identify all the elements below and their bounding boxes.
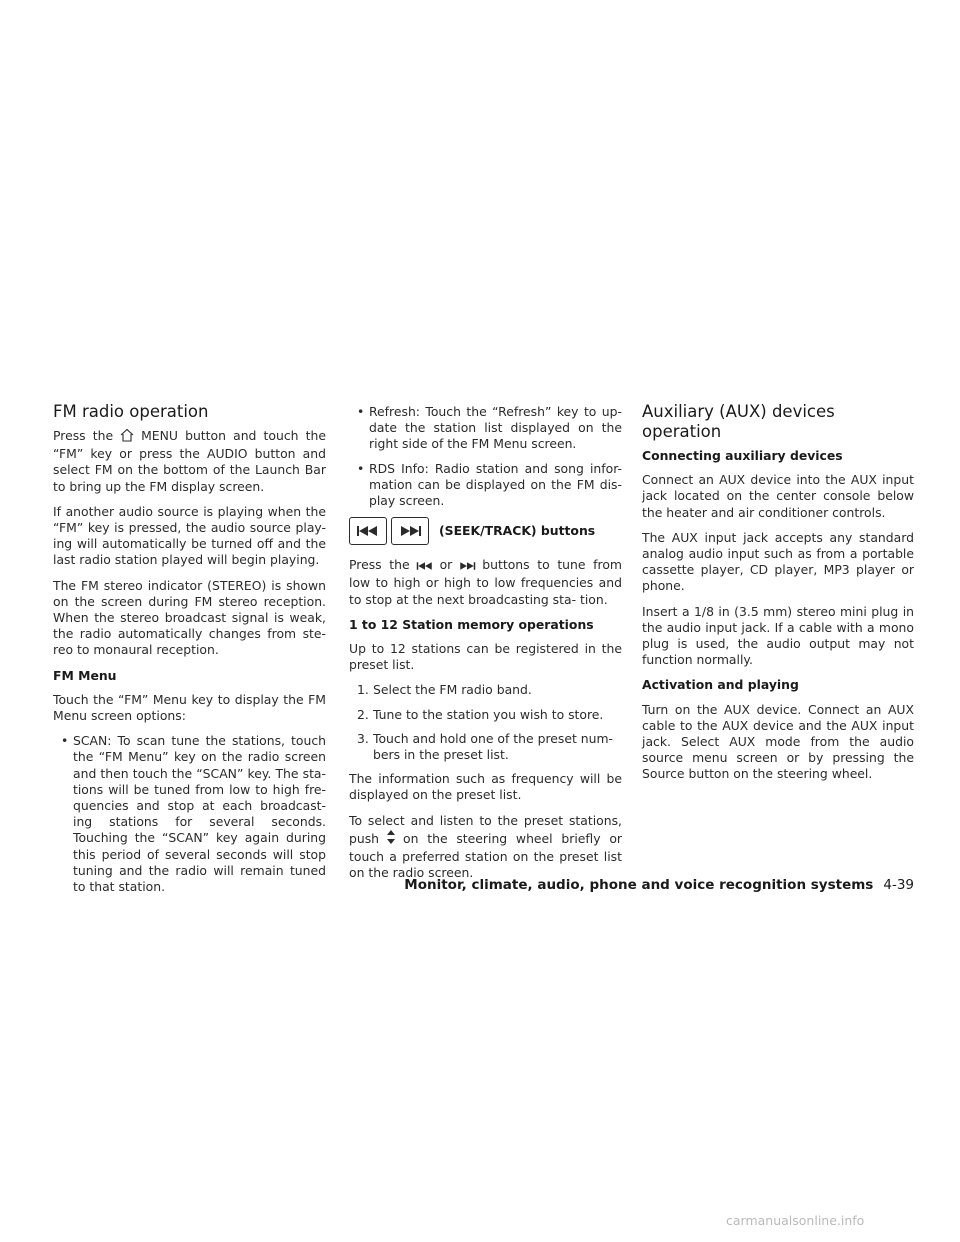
paragraph-select-preset [349,813,622,882]
text-press-the: Press the [53,428,114,443]
subheading-fm-menu: FM Menu [53,667,117,683]
section-title-aux: Auxiliary (AUX) devices operation [642,402,835,441]
watermark: carmanualsonline.info [726,1213,865,1228]
fm-menu-options-list [53,733,326,895]
subheading-activation: Activation and playing [642,677,799,693]
paragraph-stereo-indicator: The FM stereo indicator (STEREO) is shown on the screen during FM stereo reception. When the stereo broadcast signal is weak, the radio automatically changes from ste- reo to monaural reception. [53,577,326,658]
step-number: 3. [357,730,369,746]
paragraph-connect-aux: Connect an AUX device into the AUX input jack located on the center console below the heater and air conditioner controls. [642,472,914,520]
page-footer [404,877,914,893]
paragraph-another-source: If another audio source is playing when the “FM” key is pressed, the audio source play- ing will automatically be turned off and the last radio station played will begin playing. [53,503,326,568]
paragraph-press-menu [53,428,326,495]
up-down-arrows-icon [385,829,397,849]
list-item-refresh [349,404,622,453]
paragraph-aux-accepts: The AUX input jack accepts any standard analog audio input such as from a portable cassette player, CD player, MP3 player or phone. [642,529,914,594]
scan-text: SCAN: To scan tune the stations, touch the “FM Menu” key on the radio screen and then touch the “SCAN” key. The sta- tions will be tuned from low to high fre- quencies and stop at each broadcast- ing stations for several seconds. Touching the “SCAN” key again during this period of several seconds will stop tuning and the radio will remain tuned to that station. [73,733,326,895]
text-steering-wheel: on the steering wheel briefly or touch a preferred station on the preset list on the radio screen. [349,830,622,881]
text-menu-button-instructions: MENU button and touch the “FM” key or press the AUDIO button and select FM on the bottom of the Launch Bar to bring up the FM display screen. [53,428,326,494]
page-number: 4-39 [883,877,914,893]
seek-back-button [349,517,387,545]
paragraph-preset-list: Up to 12 stations can be registered in the preset list. [349,641,622,673]
step-text: Touch and hold one of the preset num- bers in the preset list. [373,730,614,763]
subheading-station-memory: 1 to 12 Station memory operations [349,616,594,632]
fm-menu-options-list-cont [349,404,622,509]
seek-forward-icon [398,525,422,537]
paragraph-preset-info: The information such as frequency will be displayed on the preset list. [349,771,622,803]
preset-steps-list [349,682,622,763]
list-item-step-1 [349,682,622,698]
column-right [642,402,914,792]
step-text: Tune to the station you wish to store. [373,706,604,722]
list-item-rds-info [349,461,622,510]
seek-track-heading [349,517,622,545]
paragraph-mini-plug: Insert a 1/8 in (3.5 mm) stereo mini plug in the audio input jack. If a cable with a mono plug is used, the audio output may not function normally. [642,603,914,668]
text-or: or [439,557,453,573]
step-number: 2. [357,706,369,722]
paragraph-activation: Turn on the AUX device. Connect an AUX cable to the AUX device and the AUX input jack. Select AUX mode from the audio source menu screen or by pressing the Source button on the steering wheel. [642,701,914,782]
bullet-icon: • [61,733,69,749]
footer-section-title: Monitor, climate, audio, phone and voice recognition systems [404,877,874,893]
bullet-icon: • [357,460,365,476]
text-press-the: Press the [349,557,410,573]
text-seek-instructions: buttons to tune from low to high or high to low frequencies and to stop at the next broadcasting sta- tion. [349,557,622,607]
seek-back-icon [356,525,380,537]
list-item-scan [53,733,326,895]
paragraph-fm-menu-key: Touch the “FM” Menu key to display the FM Menu screen options: [53,691,326,724]
step-number: 1. [357,682,369,698]
paragraph-seek-buttons [349,557,622,608]
column-middle [349,404,622,890]
list-item-step-3 [349,731,622,763]
seek-track-label: (SEEK/TRACK) buttons [439,523,596,539]
bullet-icon: • [357,404,365,419]
subheading-connecting-aux: Connecting auxiliary devices [642,448,843,463]
refresh-text: Refresh: Touch the “Refresh” key to up- date the station list displayed on the right side of the FM Menu screen. [369,404,622,452]
rds-info-text: RDS Info: Radio station and song infor- mation can be displayed on the FM dis- play screen. [369,460,622,509]
home-menu-icon [119,428,135,446]
seek-forward-button [391,517,429,545]
column-left [53,402,326,903]
section-title-fm-radio: FM radio operation [53,402,209,421]
seek-back-icon [416,559,434,575]
step-text: Select the FM radio band. [373,682,532,698]
text-select-preset: To select and listen to the preset stations, push [349,812,622,846]
seek-forward-icon [458,559,476,575]
list-item-step-2 [349,707,622,723]
